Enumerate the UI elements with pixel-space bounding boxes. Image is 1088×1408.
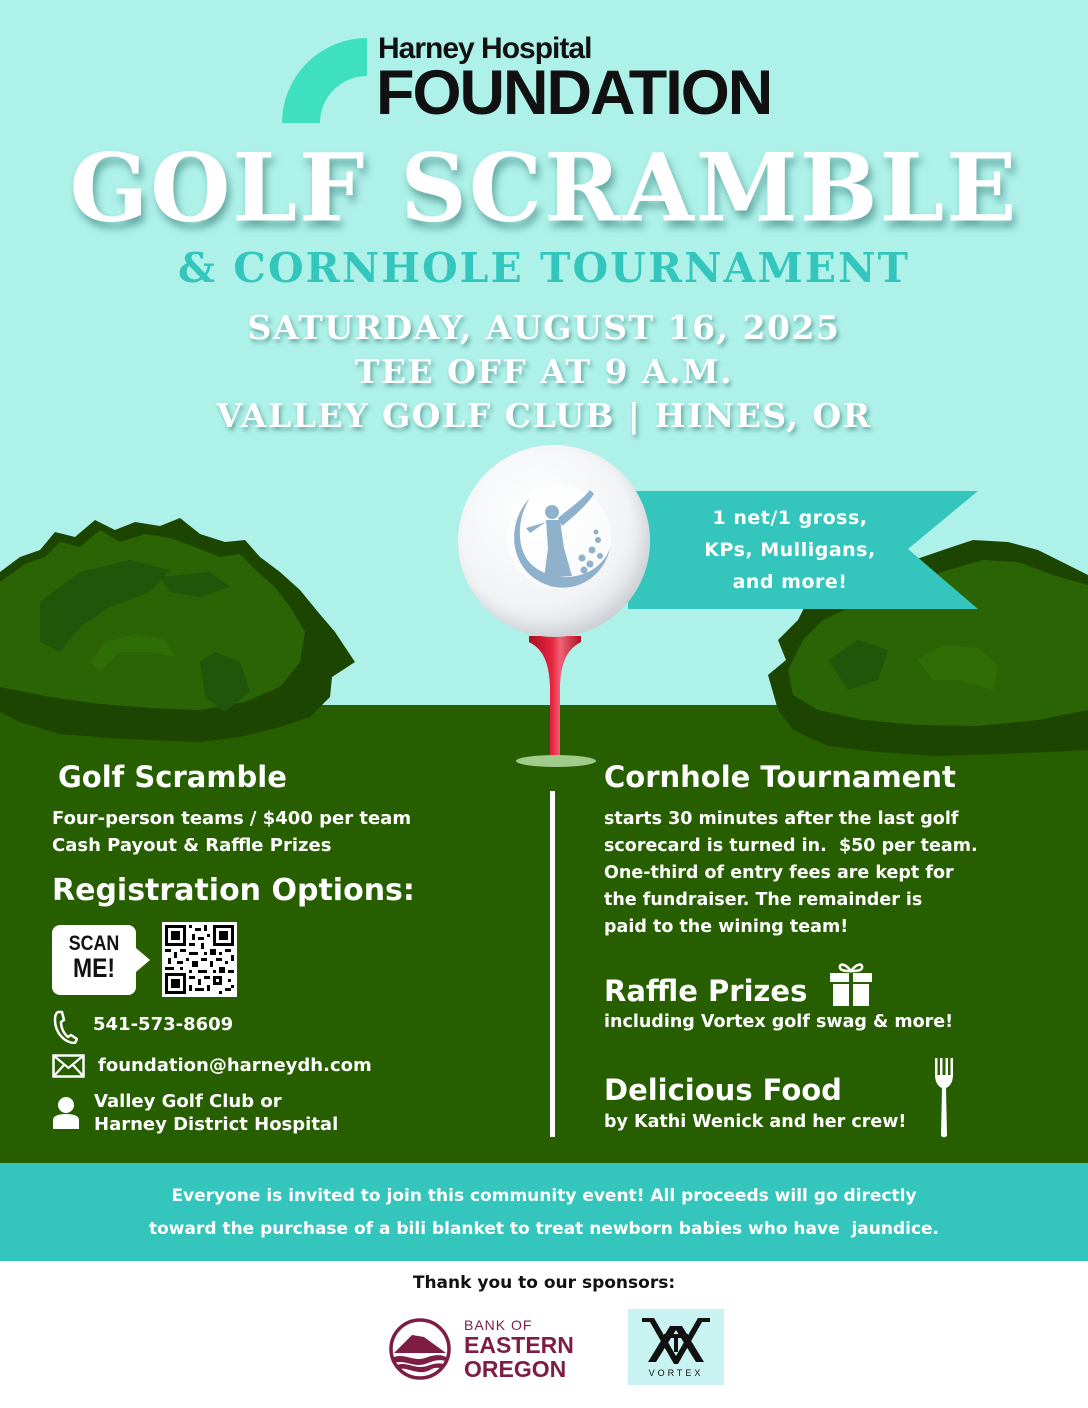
golf-scramble-detail: Cash Payout & Raffle Prizes (52, 835, 332, 856)
tee-ground-shadow (516, 755, 596, 767)
scan-me-line2: ME! (72, 953, 116, 983)
cornhole-description (604, 806, 1004, 941)
golfer-silhouette-icon (500, 478, 618, 596)
gift-icon (829, 961, 873, 1007)
scan-me-bubble-tail (136, 948, 150, 972)
location-line: Valley Golf Club or (94, 1091, 282, 1112)
location-line: Harney District Hospital (94, 1114, 339, 1135)
golf-scramble-heading: Golf Scramble (58, 760, 287, 794)
logo-foundation: FOUNDATION (376, 58, 772, 128)
ribbon-text (660, 502, 920, 598)
contact-locations (94, 1090, 338, 1136)
event-time: TEE OFF AT 9 A.M. (354, 352, 734, 391)
scan-me-line1: SCAN (68, 932, 120, 955)
mission-line: Everyone is invited to join this community event! All proceeds will go directly (171, 1186, 917, 1206)
mission-line: toward the purchase of a bili blanket to treat newborn babies who have jaundice. (148, 1219, 940, 1239)
contact-phone[interactable]: 541-573-8609 (93, 1014, 234, 1035)
scan-me-label (52, 932, 136, 983)
registration-qr-code[interactable] (162, 922, 237, 997)
raffle-description: including Vortex golf swag & more! (604, 1012, 954, 1032)
logo-org-name: Harney Hospital (378, 32, 592, 65)
bank-line: OREGON (464, 1356, 567, 1382)
ribbon-line: and more! (732, 571, 848, 593)
bank-of-eastern-oregon-name (464, 1318, 574, 1381)
bank-of-eastern-oregon-logo-icon (388, 1317, 452, 1381)
food-heading: Delicious Food (604, 1073, 842, 1107)
event-title: GOLF SCRAMBLE (69, 132, 1019, 244)
mission-statement (0, 1180, 1088, 1246)
ribbon-line: 1 net/1 gross, (712, 507, 868, 529)
event-subtitle: & CORNHOLE TOURNAMENT (178, 244, 910, 292)
fork-icon (932, 1057, 956, 1139)
raffle-heading: Raffle Prizes (604, 974, 808, 1008)
phone-icon (52, 1010, 78, 1044)
cornhole-line: the fundraiser. The remainder is (604, 890, 923, 910)
event-date: SATURDAY, AUGUST 16, 2025 (247, 308, 841, 347)
bank-line: BANK OF (464, 1317, 533, 1333)
cornhole-line: scorecard is turned in. $50 per team. (604, 836, 978, 856)
contact-email[interactable]: foundation@harneydh.com (98, 1055, 372, 1076)
ribbon-line: KPs, Mulligans, (704, 539, 876, 561)
bank-line: EASTERN (464, 1332, 574, 1358)
sponsors-heading: Thank you to our sponsors: (412, 1273, 676, 1293)
cornhole-line: paid to the wining team! (604, 917, 849, 937)
cornhole-heading: Cornhole Tournament (604, 760, 956, 794)
vortex-label: VORTEX (648, 1368, 704, 1378)
golf-tee-icon (525, 636, 585, 764)
email-icon (52, 1054, 85, 1078)
left-bush-icon (0, 512, 360, 752)
vortex-logo-mark-icon (640, 1316, 712, 1366)
event-location: VALLEY GOLF CLUB | HINES, OR (216, 396, 872, 435)
registration-heading: Registration Options: (52, 873, 415, 908)
food-description: by Kathi Wenick and her crew! (604, 1112, 907, 1132)
person-icon (52, 1096, 80, 1130)
column-divider (550, 791, 555, 1137)
golf-scramble-detail: Four-person teams / $400 per team (52, 808, 412, 829)
cornhole-line: One-third of entry fees are kept for (604, 863, 954, 883)
cornhole-line: starts 30 minutes after the last golf (604, 809, 959, 829)
